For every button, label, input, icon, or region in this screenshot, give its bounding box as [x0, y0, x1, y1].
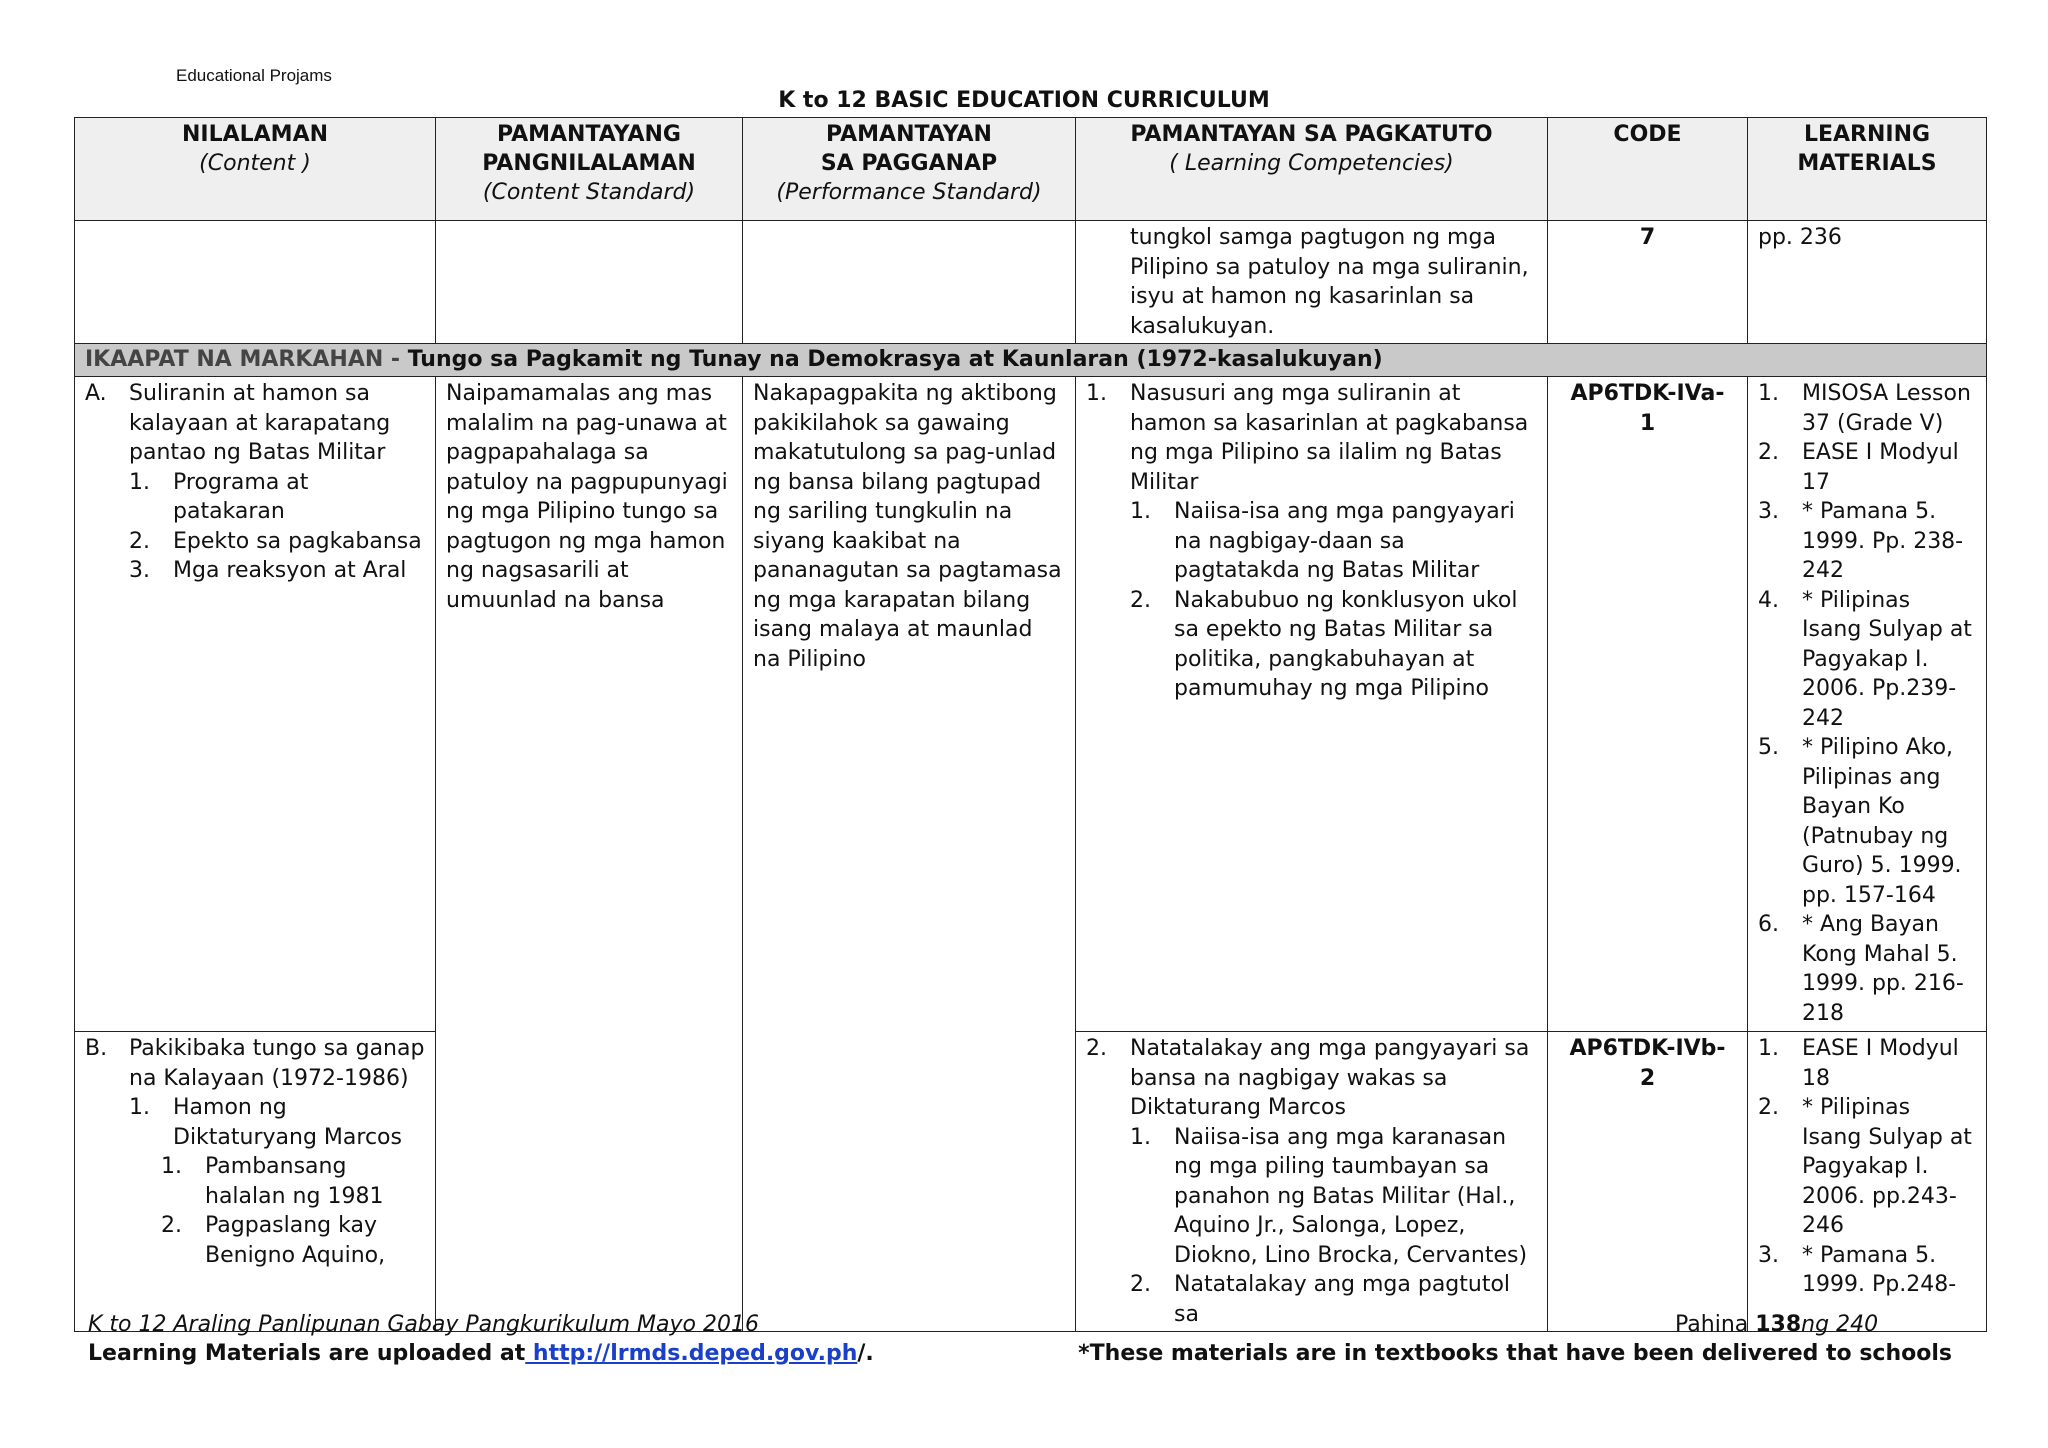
curriculum-table [74, 117, 1987, 1332]
cell-competency-continued: tungkol samga pagtugon ng mga Pilipino sa patuloy na mga suliranin, isyu at hamon ng kasarinlan sa kasalukuyan. [1076, 221, 1548, 344]
list-item: 4. * Pilipinas Isang Sulyap at Pagyakap I. 2006. Pp.239-242 [1758, 587, 1972, 731]
list-item: 1. Nasusuri ang mga suliranin at hamon sa kasarinlan at pagkabansa ng mga Pilipino sa ilalim ng Batas Militar [1086, 381, 1529, 495]
cell-content-standard: Naipamamalas ang mas malalim na pag-unawa at pagpapahalaga sa patuloy na pagpupunyagi ng mga Pilipino tungo sa pagtugon ng mga hamon ng nagsasarili at umuunlad na bansa [436, 377, 743, 1332]
footer-page-number: Pahina 138ng 240 [1675, 1312, 1879, 1337]
table-row-section-a [75, 377, 1987, 1032]
list-item: 2. Natatalakay ang mga pagtutol sa [1130, 1272, 1511, 1327]
cell-performance-standard: Nakapagpakita ng aktibong pakikilahok sa gawaing makatutulong sa pag-unlad ng bansa bilang pagtupad ng sariling tungkulin na siyang kaakibat na pananagutan sa pagtamasa ng mga karapatan bilang isang malaya at maunlad na Pilipino [743, 377, 1076, 1332]
quarter-banner: IKAAPAT NA MARKAHAN - Tungo sa Pagkamit ng Tunay na Demokrasya at Kaunlaran (1972-kasalukuyan) [75, 344, 1987, 377]
cell-content-b [75, 1032, 436, 1332]
cell-code-continued: 7 [1548, 221, 1748, 344]
cell-content-a [75, 377, 436, 1032]
list-item: 3. * Pamana 5. 1999. Pp. 238-242 [1758, 499, 1964, 583]
cell-empty [436, 221, 743, 344]
footer-textbook-note: *These materials are in textbooks that have been delivered to schools [1078, 1341, 1952, 1366]
cell-code-a: AP6TDK-IVa- 1 [1548, 377, 1748, 1032]
cell-competency-a [1076, 377, 1548, 1032]
list-item: 5. * Pilipino Ako, Pilipinas ang Bayan Ko (Patnubay ng Guro) 5. 1999. pp. 157-164 [1758, 735, 1962, 908]
lrmds-link[interactable]: http://lrmds.deped.gov.ph [525, 1341, 858, 1366]
header-content-standard: PAMANTAYANG PANGNILALAMAN (Content Standard) [436, 118, 743, 221]
list-item: 2. Natatalakay ang mga pangyayari sa bansa na nagbigay wakas sa Diktaturang Marcos [1086, 1036, 1530, 1120]
footer-upload-note: Learning Materials are uploaded at http://lrmds.deped.gov.ph/. [88, 1341, 874, 1366]
list-item: 6. * Ang Bayan Kong Mahal 5. 1999. pp. 216-218 [1758, 912, 1964, 1026]
list-item: 2. * Pilipinas Isang Sulyap at Pagyakap I. 2006. pp.243-246 [1758, 1095, 1972, 1238]
header-content: NILALAMAN (Content ) [75, 118, 436, 221]
header-performance-standard: PAMANTAYAN SA PAGGANAP (Performance Standard) [743, 118, 1076, 221]
list-item: 2. Pagpaslang kay Benigno Aquino, [161, 1213, 386, 1268]
list-item: 1. MISOSA Lesson 37 (Grade V) [1758, 381, 1971, 436]
footer-guide-title: K to 12 Araling Panlipunan Gabay Pangkurikulum Mayo 2016 [88, 1312, 759, 1337]
cell-code-b: AP6TDK-IVb- 2 [1548, 1032, 1748, 1332]
list-item: 3. Mga reaksyon at Aral [129, 558, 407, 583]
header-learning-competencies: PAMANTAYAN SA PAGKATUTO ( Learning Competencies) [1076, 118, 1548, 221]
table-row-continued [75, 221, 1987, 344]
list-item: 2. Epekto sa pagkabansa [129, 528, 422, 554]
list-item: 2. EASE I Modyul 17 [1758, 440, 1959, 495]
list-item: 1. EASE I Modyul 18 [1758, 1036, 1959, 1091]
list-item: 1. Hamon ng Diktaturyang Marcos [129, 1095, 402, 1150]
list-item: 1. Programa at patakaran [129, 469, 309, 524]
list-item: B. Pakikibaka tungo sa ganap na Kalayaan (1972-1986) [85, 1036, 425, 1091]
cell-materials-b [1748, 1032, 1987, 1332]
cell-empty [75, 221, 436, 344]
list-item: 2. Nakabubuo ng konklusyon ukol sa epekto ng Batas Militar sa politika, pangkabuhayan at pamumuhay ng mga Pilipino [1130, 587, 1518, 701]
list-item: 1. Naiisa-isa ang mga karanasan ng mga piling taumbayan sa panahon ng Batas Militar (Hal., Aquino Jr., Salonga, Lopez, Diokno, Lino Brocka, Cervantes) [1130, 1124, 1528, 1268]
cell-materials-continued: pp. 236 [1748, 221, 1987, 344]
cell-competency-b [1076, 1032, 1548, 1332]
quarter-banner-row [75, 344, 1987, 377]
header-learning-materials: LEARNING MATERIALS [1748, 118, 1987, 221]
header-code: CODE [1548, 118, 1748, 221]
watermark-text: Educational Projams [176, 66, 332, 85]
cell-materials-a [1748, 377, 1987, 1032]
cell-empty [743, 221, 1076, 344]
document-title: K to 12 BASIC EDUCATION CURRICULUM [778, 88, 1270, 113]
list-item: 1. Pambansang halalan ng 1981 [161, 1154, 384, 1209]
table-header-row [75, 118, 1987, 221]
list-item: 3. * Pamana 5. 1999. Pp.248- [1758, 1242, 1957, 1297]
list-item: A. Suliranin at hamon sa kalayaan at karapatang pantao ng Batas Militar [85, 381, 391, 465]
list-item: 1. Naiisa-isa ang mga pangyayari na nagbigay-daan sa pagtatakda ng Batas Militar [1130, 499, 1515, 583]
